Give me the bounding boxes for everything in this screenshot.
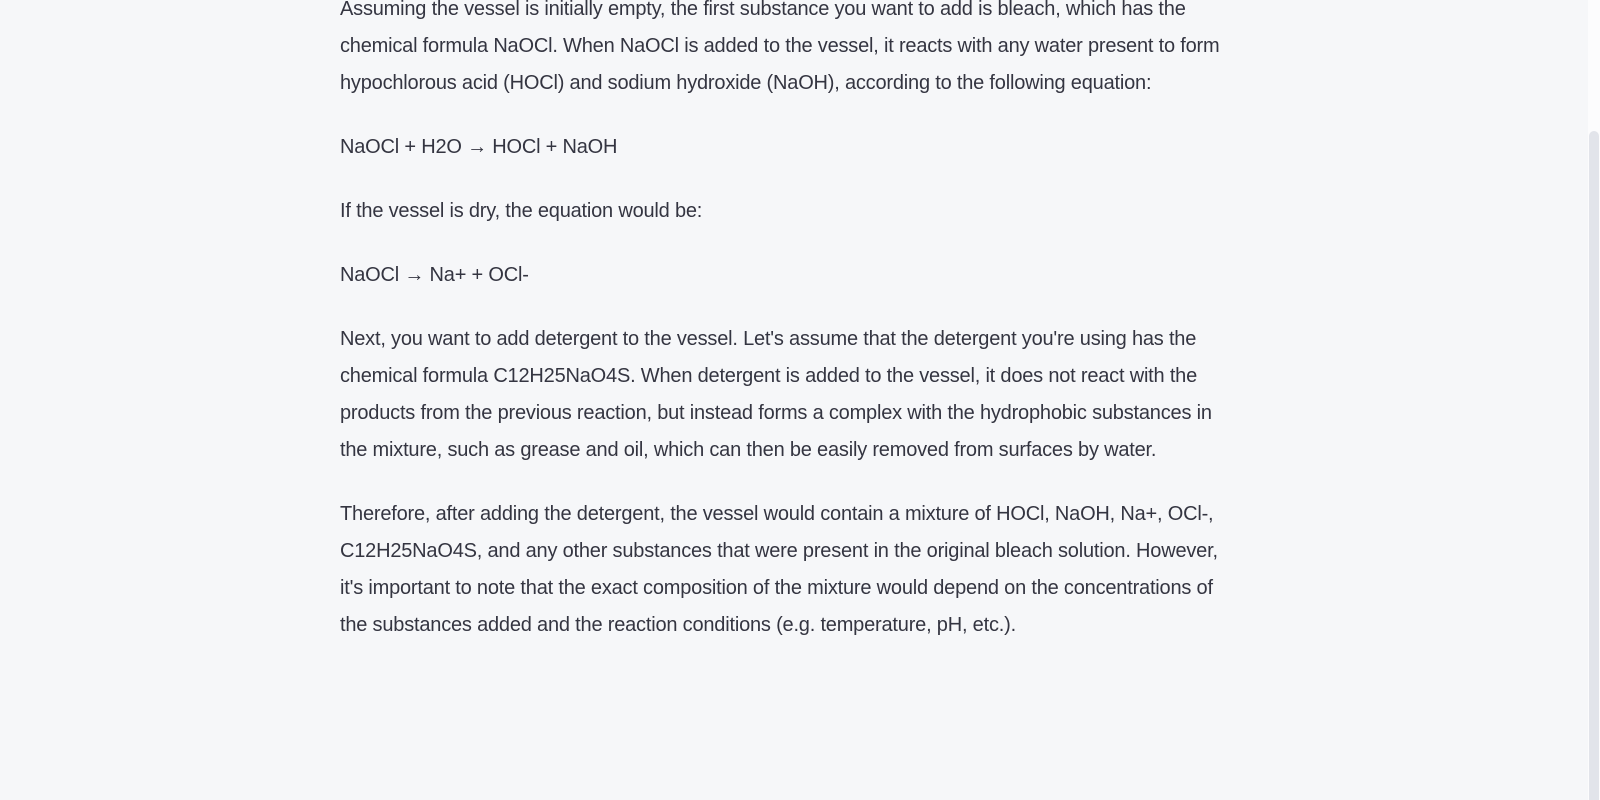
scrollbar-thumb[interactable] bbox=[1589, 131, 1599, 800]
scrollbar-track[interactable] bbox=[1588, 0, 1600, 800]
chemical-equation-line: NaOCl → Na+ + OCl- bbox=[340, 264, 529, 286]
assistant-message bbox=[340, 0, 1240, 644]
message-paragraph: If the vessel is dry, the equation would be: bbox=[340, 200, 703, 222]
message-paragraph: Assuming the vessel is initially empty, the first substance you want to add is bleach, which has the chemical formula NaOCl. When NaOCl is added to the vessel, it reacts with any water present to form hypochlorous acid (HOCl) and sodium hydroxide (NaOH), according to the following equation: bbox=[340, 0, 1220, 94]
message-paragraph: Therefore, after adding the detergent, the vessel would contain a mixture of HOCl, NaOH, Na+, OCl-, C12H25NaO4S, and any other substances that were present in the original bleach solution. However, it's important to note that the exact composition of the mixture would depend on the concentrations of the substances added and the reaction conditions (e.g. temperature, pH, etc.). bbox=[340, 503, 1218, 636]
chemical-equation-line: NaOCl + H2O → HOCl + NaOH bbox=[340, 136, 618, 158]
message-paragraph: Next, you want to add detergent to the vessel. Let's assume that the detergent you're using has the chemical formula C12H25NaO4S. When detergent is added to the vessel, it does not react with the products from the previous reaction, but instead forms a complex with the hydrophobic substances in the mixture, such as grease and oil, which can then be easily removed from surfaces by water. bbox=[340, 328, 1212, 461]
